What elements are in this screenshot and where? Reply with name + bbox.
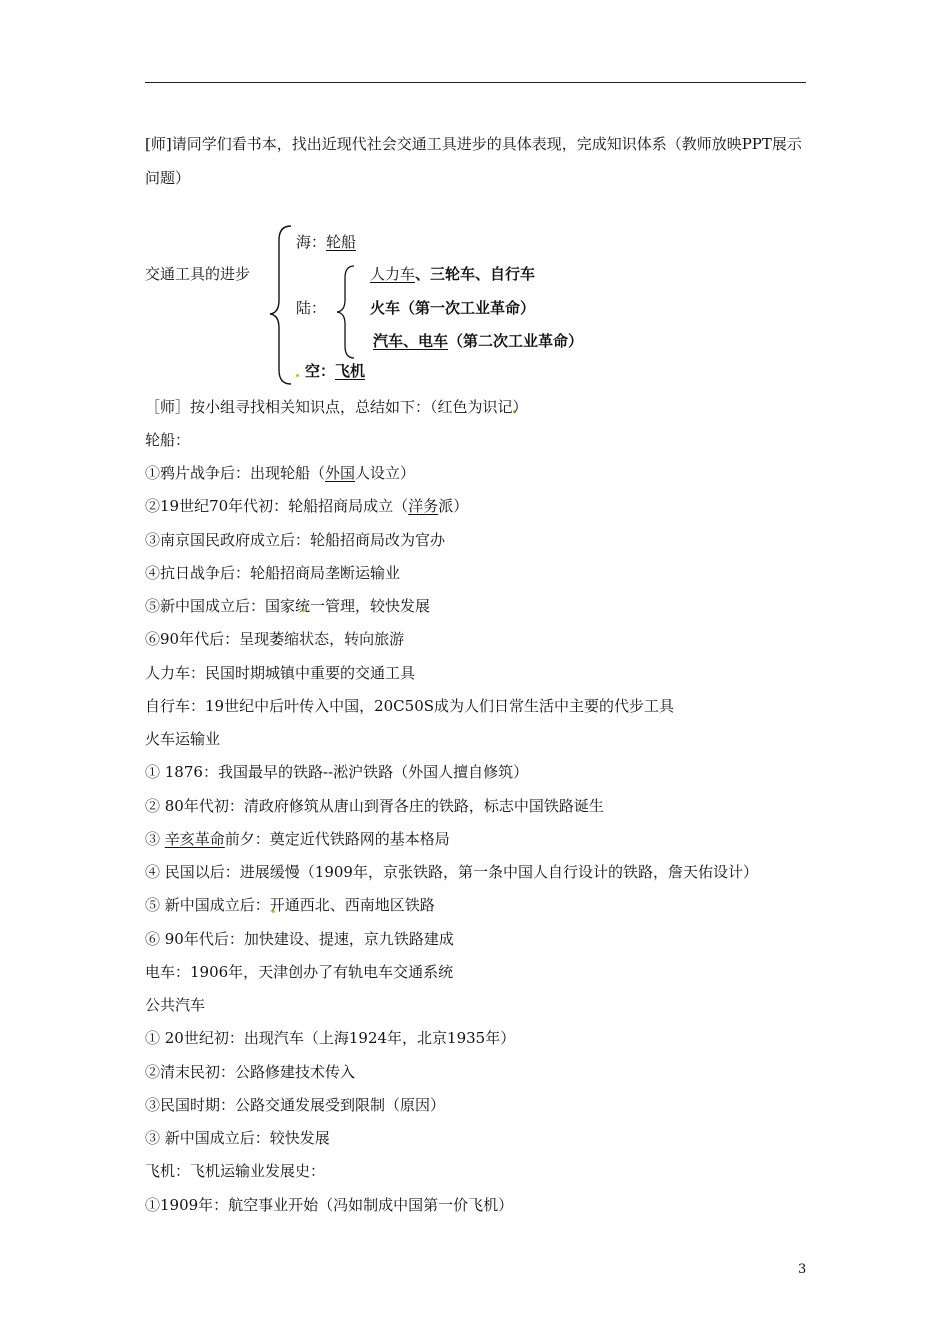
summary-intro: ［师］按小组寻找相关知识点，总结如下：（红色为识记） [145, 398, 528, 416]
land-row-2: 火车（第一次工业革命） [370, 299, 536, 317]
air-row [305, 361, 365, 381]
ship-item: ③南京国民政府成立后：轮船招商局改为官办 [145, 531, 446, 549]
sea-label: 海： [296, 233, 327, 251]
bus-item: ②清末民初：公路修建技术传入 [145, 1063, 356, 1081]
bicycle-line: 自行车：19世纪中后叶传入中国，20C50S成为人们日常生活中主要的代步工具 [145, 697, 675, 715]
air-value: 飞机 [335, 362, 366, 380]
land-item-rickshaw: 人力车 [370, 265, 416, 283]
heading-bus: 公共汽车 [145, 996, 206, 1014]
heading-ship: 轮船： [145, 431, 191, 449]
land-item-revolution: （第二次工业革命） [448, 332, 584, 350]
ship-item: ②19世纪70年代初：轮船招商局成立（洋务派） [145, 497, 469, 515]
land-item-others: 、三轮车、自行车 [415, 265, 536, 283]
diagram-root-label: 交通工具的进步 [145, 265, 251, 283]
ship-item: ①鸦片战争后：出现轮船（外国人设立） [145, 464, 416, 482]
land-item-cars: 汽车、电车 [373, 332, 449, 350]
intro-paragraph: [师]请同学们看书本，找出近现代社会交通工具进步的具体表现，完成知识体系（教师放映PPT展示问题） [145, 135, 802, 187]
page-number: 3 [798, 1262, 807, 1277]
heading-train: 火车运输业 [145, 730, 221, 748]
train-item: ① 1876：我国最早的铁路--淞沪铁路（外国人擅自修筑） [145, 763, 529, 781]
airplane-item: ①1909年：航空事业开始（冯如制成中国第一价飞机） [145, 1196, 514, 1214]
sea-value: 轮船 [326, 233, 357, 251]
bus-item: ③ 新中国成立后：较快发展 [145, 1129, 330, 1147]
inner-brace [337, 266, 354, 358]
ship-item: ④抗日战争后：轮船招商局垄断运输业 [145, 564, 401, 582]
heading-airplane: 飞机：飞机运输业发展史： [145, 1162, 326, 1180]
land-row-3 [373, 331, 583, 351]
rickshaw-line: 人力车：民国时期城镇中重要的交通工具 [145, 664, 416, 682]
land-row-1 [370, 264, 535, 284]
yellow-mark [296, 374, 299, 377]
ship-item: ⑥90年代后：呈现萎缩状态，转向旅游 [145, 630, 405, 648]
train-item: ④ 民国以后：进展缓慢（1909年，京张铁路，第一条中国人自行设计的铁路，詹天佑设计） [145, 863, 758, 881]
brace-diagram [0, 0, 950, 420]
bus-item: ① 20世纪初：出现汽车（上海1924年，北京1935年） [145, 1029, 516, 1047]
train-item: ⑤ 新中国成立后：开通西北、西南地区铁路 [145, 896, 435, 914]
land-label: 陆： [296, 299, 327, 317]
bus-item: ③民国时期：公路交通发展受到限制（原因） [145, 1096, 446, 1114]
sea-row [296, 232, 356, 252]
outer-brace [270, 226, 291, 384]
train-item: ② 80年代初：清政府修筑从唐山到胥各庄的铁路，标志中国铁路诞生 [145, 797, 604, 815]
tram-line: 电车：1906年，天津创办了有轨电车交通系统 [145, 963, 454, 981]
train-item: ⑥ 90年代后：加快建设、提速，京九铁路建成 [145, 930, 454, 948]
ship-item: ⑤新中国成立后：国家统一管理，较快发展 [145, 597, 431, 615]
air-label: 空： [305, 362, 336, 380]
train-item: ③ 辛亥革命前夕：奠定近代铁路网的基本格局 [145, 830, 450, 848]
